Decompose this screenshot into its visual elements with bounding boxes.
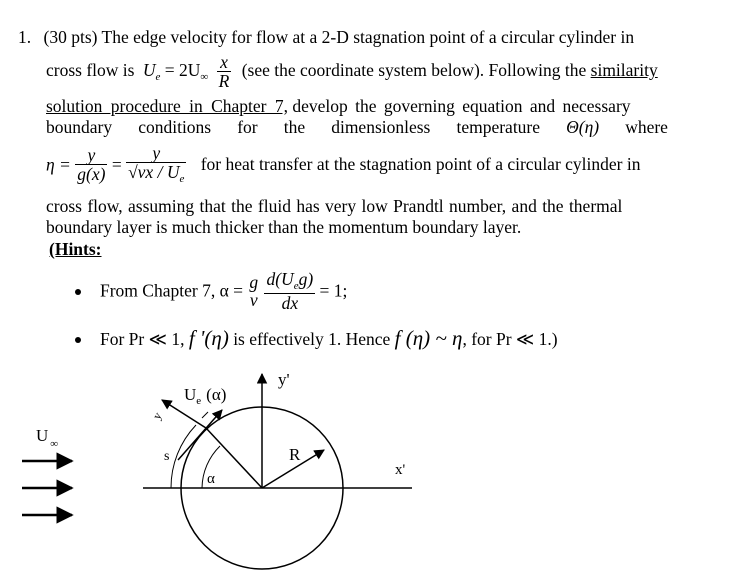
r-label: R [289, 445, 301, 464]
word-temperature: temperature [456, 117, 541, 137]
eq-mid: = $2U_\infty$ [160, 59, 209, 83]
similarity-link[interactable]: similarity [590, 59, 658, 80]
problem-text-7: boundary layer is much thicker than the momentum boundary layer. [46, 217, 522, 237]
local-y-label: y [149, 409, 165, 422]
x-over-R-fraction: $\frac{x}{R}$ [218, 52, 230, 92]
hint1-pre: From Chapter 7, α = [100, 280, 243, 301]
theta-eta: Θ(η) [566, 117, 600, 137]
word-boundary: boundary [46, 117, 113, 137]
chapter7-link[interactable]: solution procedure in Chapter 7, [46, 96, 288, 116]
eta-eq2: = [111, 154, 122, 175]
problem-text-2-post: (see the coordinate system below). Following the [241, 59, 587, 80]
problem-text-1: The edge velocity for flow at a 2-D stagnation point of a circular cylinder in [101, 27, 635, 47]
s-label: s [164, 449, 170, 464]
word-where: where [625, 117, 668, 137]
hints-label-text: (Hints: [49, 239, 102, 259]
word-conditions: conditions [138, 117, 212, 137]
problem-text-6: cross flow, assuming that the fluid has very low Prandtl number, and the thermal [46, 196, 623, 216]
eta-lhs: η = [46, 154, 71, 175]
y-prime-label: y' [278, 370, 290, 389]
f-prime-eta: f '(η) [188, 326, 229, 350]
x-prime-label: x' [395, 462, 406, 478]
surface-tick [202, 412, 208, 418]
hint2-b: is effectively 1. Hence [233, 329, 391, 349]
ue-tangent-arrow [178, 410, 222, 460]
d-ueg-dx-fraction: $\frac{d(U_eg)}{dx}$ [266, 269, 314, 313]
ue-alpha-label: $U_e$ (α) [184, 385, 227, 407]
word-the: the [283, 117, 306, 137]
alpha-label: α [207, 471, 215, 487]
problem-text-5: for heat transfer at the stagnation point of a circular cylinder in [200, 154, 641, 175]
eta-fraction-1: $\frac{y}{g(x)}$ [77, 145, 106, 185]
problem-text-2-pre: cross flow is [46, 59, 135, 80]
problem-text-3: develop the governing equation and necessary [292, 96, 631, 116]
hint2-c: , for Pr ≪ 1.) [462, 329, 558, 349]
ue-symbol: $U_e$ [142, 59, 161, 83]
word-dimensionless: dimensionless [331, 117, 431, 137]
problem-points: (30 pts) [43, 27, 98, 47]
word-for: for [237, 117, 258, 137]
hint1-post: = 1; [319, 280, 348, 301]
hint2-a: For Pr ≪ 1, [100, 329, 185, 349]
f-eta-approx: f (η) ~ η [394, 326, 463, 350]
eta-fraction-2: $\frac{y}{√\nu x / U_e}$ [128, 143, 185, 186]
problem-number: 1. [18, 27, 32, 47]
s-arc [171, 425, 196, 488]
g-over-nu-fraction: g ν [249, 271, 259, 310]
uinf-label: U $_\infty$ [36, 426, 59, 450]
